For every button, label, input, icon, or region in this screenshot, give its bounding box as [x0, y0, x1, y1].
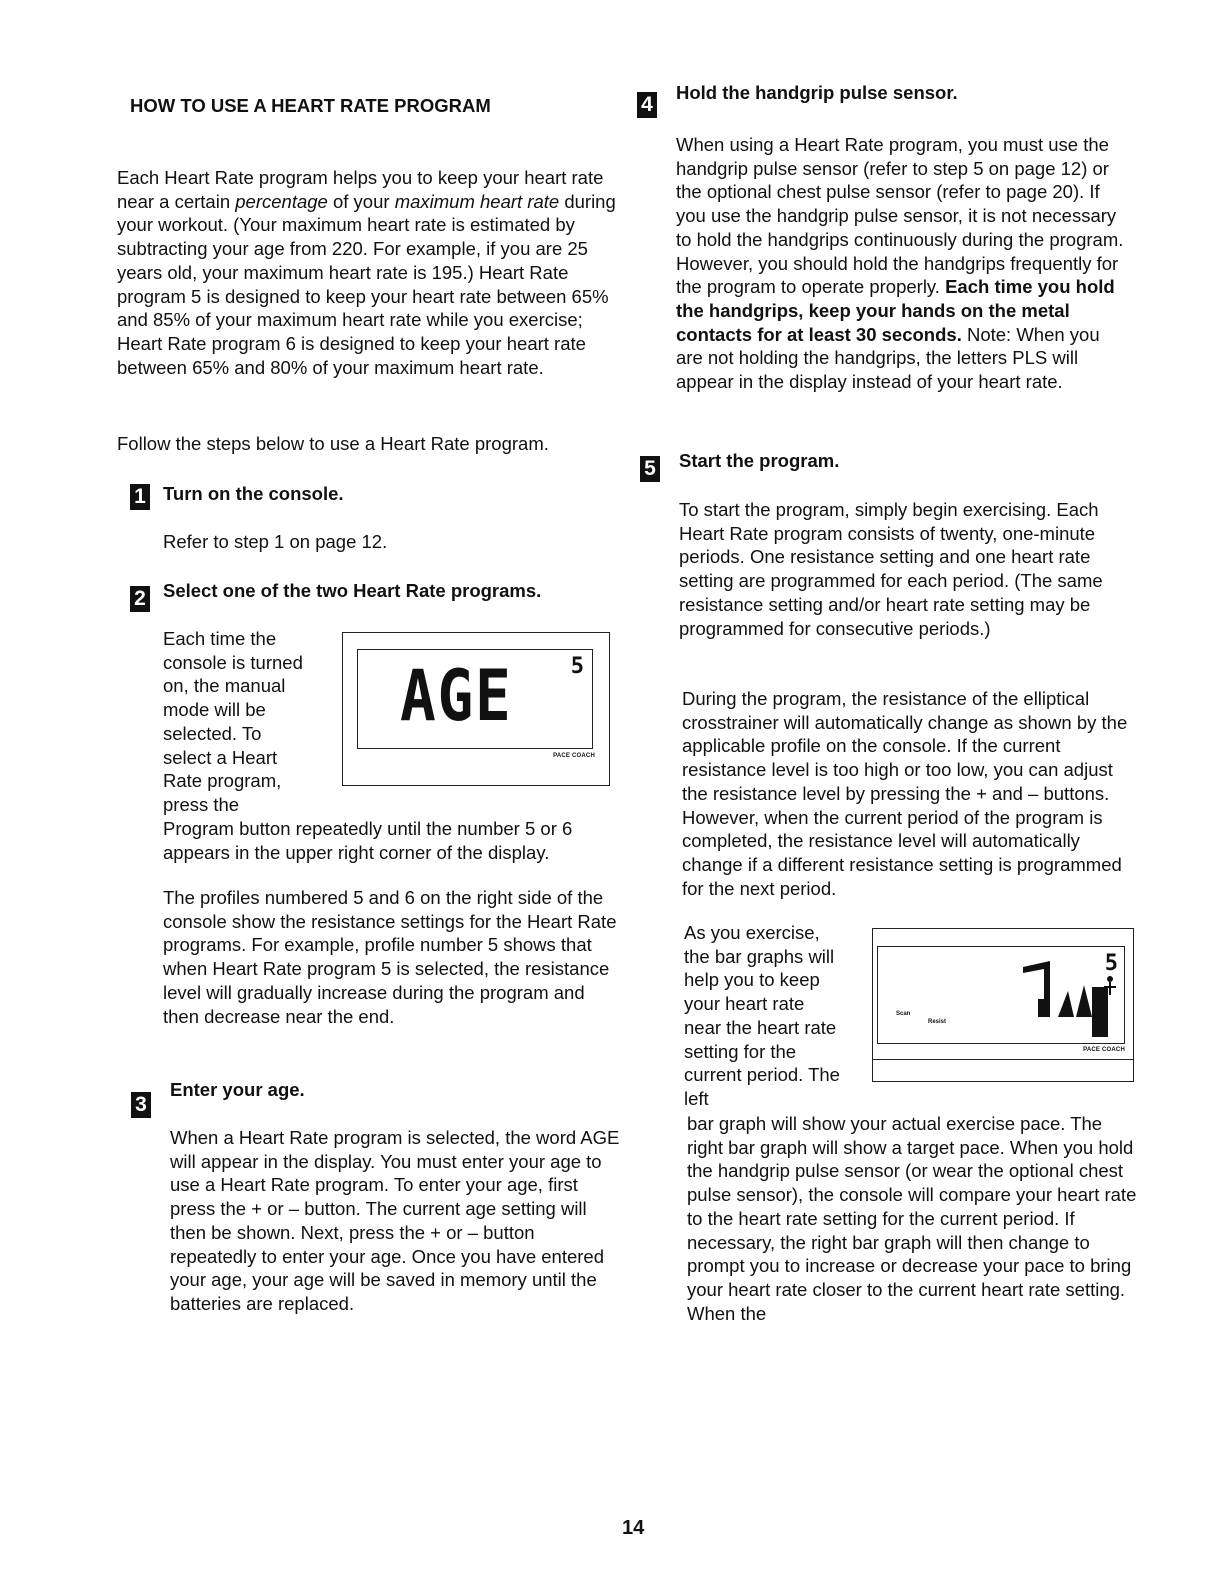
step-text: Each time the console is turned on, the manual mode will be selected. To select a Heart Rate program, press the [163, 628, 303, 815]
step-title: Turn on the console. [163, 483, 344, 504]
step-text: When a Heart Rate program is selected, the word AGE will appear in the display. You must enter your age to use a Heart Rate program. To enter your age, first press the + or – button. The current age setting will then be shown. Next, press the + or – button repeatedly to enter your age. Once you have entered your age, your age will be saved in memory until the batteries are replaced. [170, 1127, 620, 1314]
step-title: Select one of the two Heart Rate programs. [163, 580, 542, 601]
step-number: 5 [640, 456, 660, 482]
step-text: Refer to step 1 on page 12. [163, 531, 388, 552]
follow-text: Follow the steps below to use a Heart Rate program. [117, 433, 549, 454]
step-text: When using a Heart Rate program, you must use the handgrip pulse sensor (refer to step 5 on page 12) or the optional chest pulse sensor (refer to page 20). If you use the handgrip pulse sensor, it is not necessary to hold the handgrips continuously during the program. However, you should hold the handgrips frequently for the program to operate properly. Each time you hold the handgrips, keep your hands on the metal contacts for at least 30 seconds. Note: When you are not holding the handgrips, the letters PLS will appear in the display instead of your heart rate. [676, 134, 1124, 393]
step-text: Program button repeatedly until the number 5 or 6 appears in the upper right corner of the display. [163, 818, 573, 863]
console-display-age [342, 632, 610, 786]
pace-coach-logo: PACE COACH [1083, 1047, 1125, 1053]
program-number: 5 [570, 654, 584, 679]
step-number: 4 [637, 92, 657, 118]
age-readout: AGE [400, 655, 513, 737]
resist-label: Resist [928, 1019, 947, 1025]
step-text: The profiles numbered 5 and 6 on the right side of the console show the resistance settings for the Heart Rate programs. For example, profile number 5 shows that when Heart Rate program 5 is selected, the resistance level will gradually increase during the program and then decrease near the end. [163, 887, 617, 1027]
step-title: Hold the handgrip pulse sensor. [676, 82, 958, 103]
pace-coach-logo: PACE COACH [553, 753, 595, 759]
console-display-bargraph [872, 928, 1134, 1082]
lcd-screen [877, 946, 1125, 1044]
intro-paragraph: Each Heart Rate program helps you to keep your heart rate near a certain percentage of your maximum heart rate during your workout. (Your maximum heart rate is estimated by subtracting your age from 220. For example, if you are 25 years old, your maximum heart rate is 195.) Heart Rate program 5 is designed to keep your heart rate between 65% and 85% of your maximum heart rate while you exercise; Heart Rate program 6 is designed to keep your heart rate between 65% and 80% of your maximum heart rate. [117, 167, 616, 378]
step-text: As you exercise, the bar graphs will help you to keep your heart rate near the heart rate setting for the current period. The left [684, 922, 840, 1109]
display-divider [873, 1059, 1133, 1060]
step-title: Enter your age. [170, 1079, 305, 1100]
step-text: To start the program, simply begin exercising. Each Heart Rate program consists of twenty, one-minute periods. One resistance setting and one heart rate setting are programmed for each period. (The same resistance setting and/or heart rate setting may be programmed for consecutive periods.) [679, 499, 1103, 639]
step-text: bar graph will show your actual exercise pace. The right bar graph will show a target pace. When you hold the handgrip pulse sensor (or wear the optional chest pulse sensor), the console will compare your heart rate to the heart rate setting for the current period. If necessary, the right bar graph will then change to prompt you to increase or decrease your pace to bring your heart rate closer to the current heart rate setting. When the [687, 1113, 1137, 1324]
page-title: HOW TO USE A HEART RATE PROGRAM [130, 95, 491, 116]
bar-graph-icon [878, 947, 1124, 1043]
page-number: 14 [622, 1517, 645, 1539]
step-number: 3 [131, 1092, 151, 1118]
step-text: During the program, the resistance of the elliptical crosstrainer will automatically change as shown by the applicable profile on the console. If the current resistance level is too high or too low, you can adjust the resistance level by pressing the + and – buttons. However, when the current period of the program is completed, the resistance level will automatically change if a different resistance setting is programmed for the next period. [682, 688, 1128, 899]
step-number: 2 [130, 586, 150, 612]
lcd-screen [357, 649, 593, 749]
scan-label: Scan [896, 1011, 911, 1017]
program-number: 5 [1104, 951, 1118, 976]
step-number: 1 [130, 484, 150, 510]
step-title: Start the program. [679, 450, 840, 471]
